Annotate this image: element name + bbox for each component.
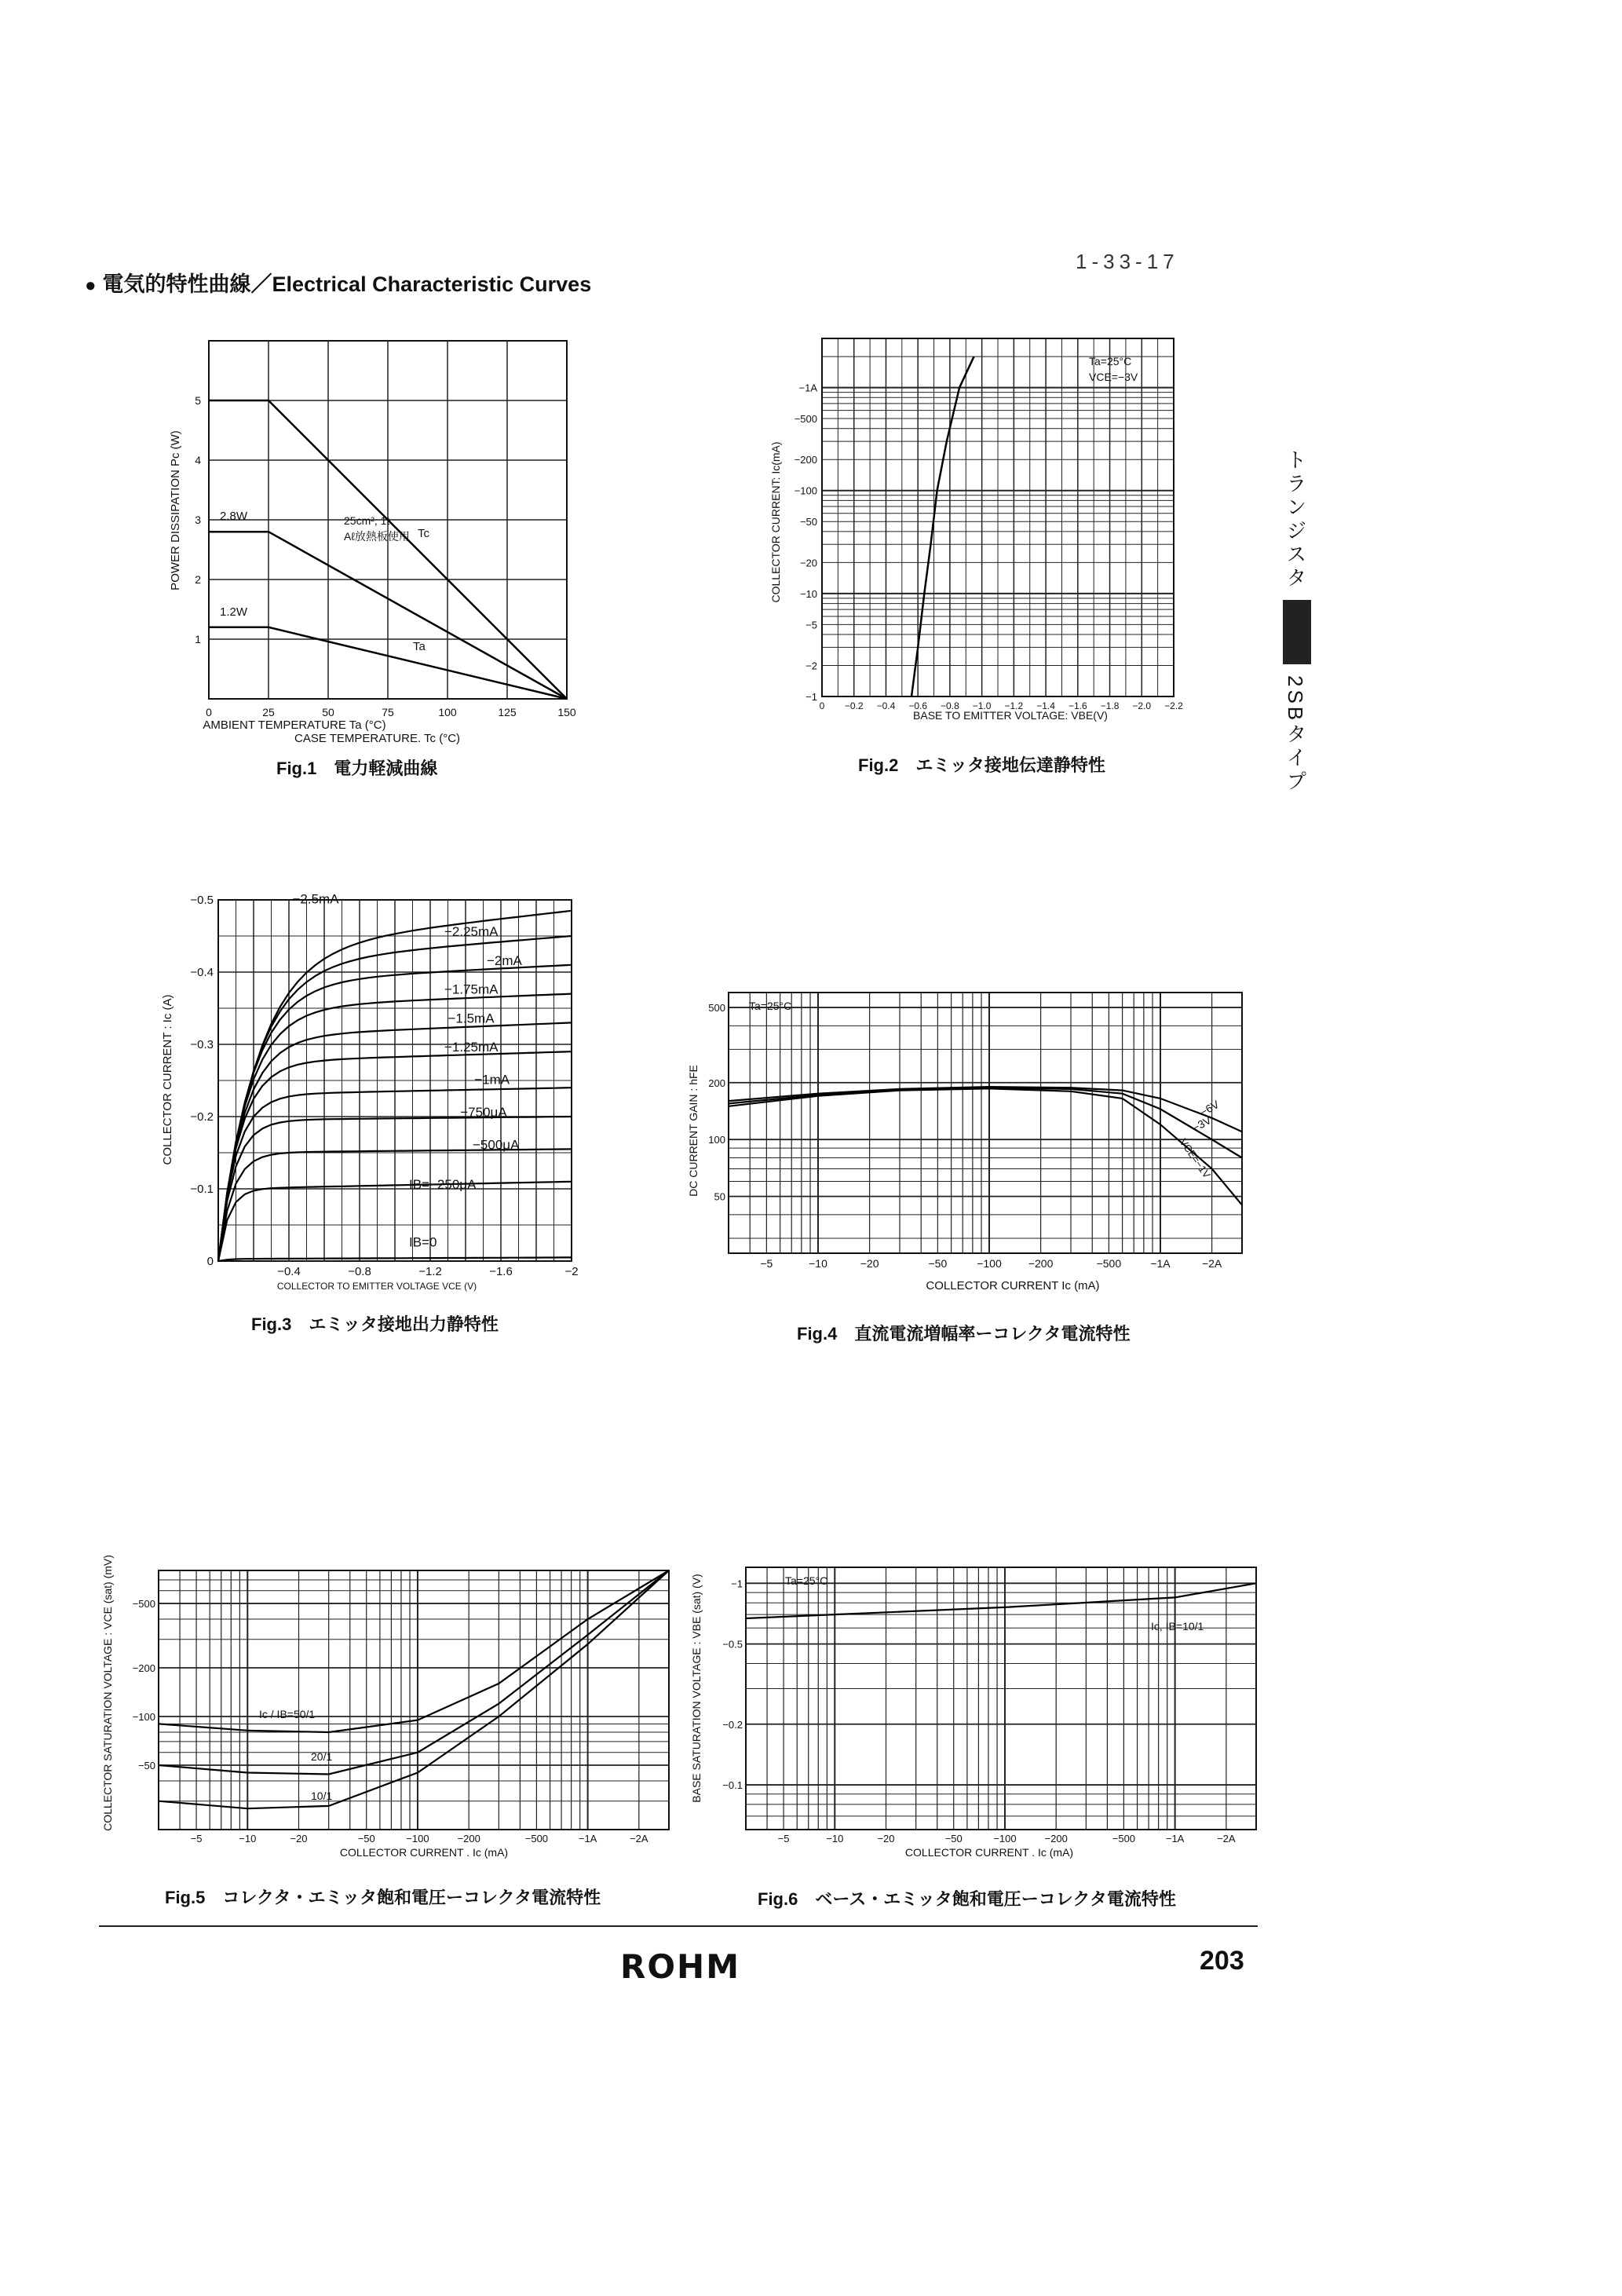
fig4-caption: Fig.4 直流電流増幅率ーコレクタ電流特性 — [797, 1324, 1131, 1344]
fig3-curve-label: −500μA — [473, 1137, 520, 1153]
fig6-curves — [746, 1583, 1256, 1618]
fig1-chart — [157, 330, 597, 738]
fig3-curve-label: −2mA — [487, 952, 522, 968]
fig6-series-line — [746, 1583, 1256, 1618]
fig2-y-tick-label: −1A — [798, 382, 817, 394]
fig2-x-tick-label: −1.4 — [1036, 700, 1055, 711]
fig1-ticks — [195, 394, 576, 718]
fig2-x-tick-label: −1.6 — [1068, 700, 1087, 711]
fig6-ta-annotation: Ta=25°C — [785, 1574, 828, 1587]
fig5-x-tick-label: −1A — [578, 1833, 597, 1844]
fig2-ticks — [795, 382, 1183, 711]
section-heading: 電気的特性曲線／Electrical Characteristic Curves — [102, 272, 592, 296]
fig4-y-tick-label: 100 — [708, 1134, 725, 1146]
fig1-y-tick-label: 3 — [195, 514, 201, 526]
fig2-x-tick-label: −0.2 — [844, 700, 864, 711]
fig1-x-tick-label: 50 — [322, 706, 334, 718]
fig5-y-tick-label: −50 — [137, 1760, 155, 1772]
fig3-curve-label: −1.5mA — [448, 1011, 495, 1026]
fig3-curve-label: −1mA — [474, 1072, 510, 1088]
fig5-label-50-1: Ic / IB=50/1 — [259, 1708, 316, 1720]
fig5-label-20-1: 20/1 — [311, 1750, 333, 1763]
fig5-frame — [159, 1570, 669, 1830]
fig1-x-tick-label: 75 — [382, 706, 394, 718]
fig6-x-tick-label: −2A — [1217, 1833, 1236, 1844]
fig5-y-tick-label: −200 — [132, 1662, 155, 1675]
fig4-series-line — [729, 1087, 1242, 1132]
fig6-x-tick-label: −200 — [1044, 1833, 1068, 1844]
fig3-y-tick-label: −0.5 — [190, 894, 214, 907]
fig5-series-line — [159, 1570, 669, 1775]
brand-logo: ROHM — [620, 1947, 740, 1986]
fig6-x-tick-label: −1A — [1165, 1833, 1185, 1844]
fig2-y-tick-label: −2 — [806, 660, 817, 672]
fig5-label-10-1: 10/1 — [311, 1790, 333, 1802]
fig6-x-tick-label: −10 — [826, 1833, 844, 1844]
fig4-ta-annotation: Ta=25°C — [749, 1000, 792, 1012]
fig4-x-tick-label: −100 — [977, 1257, 1002, 1270]
fig6-y-tick-label: −0.1 — [722, 1779, 743, 1792]
fig2-x-tick-label: −1.8 — [1100, 700, 1120, 711]
fig4-x-tick-label: −500 — [1096, 1257, 1122, 1270]
fig1-y-tick-label: 2 — [195, 573, 201, 586]
fig6-chart — [683, 1523, 1264, 1900]
fig2-y-tick-label: −100 — [794, 484, 817, 497]
fig4-label-3v: −3V — [1189, 1113, 1214, 1135]
side-index-tab — [1281, 449, 1313, 794]
fig6-x-tick-label: −500 — [1112, 1833, 1136, 1844]
side-tab-type: 2SBタイプ — [1284, 675, 1307, 795]
fig1-x-axis-label: AMBIENT TEMPERATURE Ta (°C) — [203, 718, 386, 732]
fig2-y-tick-label: −50 — [799, 516, 817, 528]
fig4-x-tick-label: −5 — [760, 1257, 773, 1270]
fig3-y-tick-label: −0.4 — [190, 966, 214, 979]
fig1-2.8w-label: 2.8W — [220, 510, 248, 523]
fig6-x-tick-label: −100 — [993, 1833, 1017, 1844]
fig3-x-axis-label: COLLECTOR TO EMITTER VOLTAGE VCE (V) — [276, 1281, 477, 1292]
fig5-x-tick-label: −50 — [357, 1833, 375, 1844]
fig3-curve-label: −750μA — [460, 1105, 507, 1120]
fig4-x-tick-label: −1A — [1150, 1257, 1171, 1270]
fig5-x-tick-label: −500 — [524, 1833, 549, 1844]
fig3-curve-label: IB=0 — [409, 1234, 437, 1250]
fig5-curves — [159, 1570, 669, 1808]
side-tab-category: トランジスタ — [1284, 449, 1307, 590]
fig5-x-tick-label: −2A — [630, 1833, 648, 1844]
fig3-curve-label: −1.25mA — [444, 1040, 499, 1055]
fig2-y-tick-label: −200 — [794, 454, 817, 466]
fig1-y-tick-label: 4 — [195, 454, 201, 466]
fig4-ticks — [708, 1002, 1222, 1270]
fig5-x-tick-label: −100 — [406, 1833, 429, 1844]
fig2-vce-annotation: VCE=−3V — [1089, 371, 1138, 383]
fig5-x-axis-label: COLLECTOR CURRENT . Ic (mA) — [339, 1846, 509, 1859]
fig1-y-tick-label: 1 — [195, 633, 201, 645]
fig6-x-tick-label: −20 — [877, 1833, 895, 1844]
fig5-y-tick-label: −100 — [132, 1711, 155, 1724]
fig6-y-tick-label: −0.2 — [722, 1718, 743, 1731]
fig2-x-tick-label: −0.8 — [941, 700, 959, 711]
fig3-curve-label: IB=−250μA — [409, 1177, 477, 1192]
fig2-caption: Fig.2 エミッタ接地伝達静特性 — [858, 755, 1105, 775]
fig6-x-tick-label: −5 — [777, 1833, 790, 1844]
fig2-y-tick-label: −5 — [806, 619, 817, 631]
fig3-curve-label: −2.5mA — [292, 891, 339, 907]
fig2-chart — [765, 326, 1221, 734]
fig2-x-tick-label: −1.2 — [1004, 700, 1024, 711]
fig2-y-tick-label: −500 — [794, 413, 817, 426]
fig6-label-10-1: Ic, IB=10/1 — [1151, 1620, 1204, 1632]
fig3-ticks — [190, 892, 578, 1278]
fig4-x-tick-label: −2A — [1201, 1257, 1222, 1270]
bullet-icon: ● — [85, 275, 97, 296]
page-number: 203 — [1200, 1946, 1244, 1976]
fig4-grid — [729, 993, 1242, 1253]
fig5-x-tick-label: −5 — [190, 1833, 203, 1844]
fig1-al-plate-label-2: Aℓ放熱板使用 — [344, 530, 410, 543]
fig4-label-1v: VCE=−1V — [1177, 1136, 1213, 1181]
fig1-x-axis-label-2: CASE TEMPERATURE. Tc (°C) — [294, 732, 461, 745]
fig2-curves — [911, 356, 974, 696]
fig2-y-axis-label: COLLECTOR CURRENT: Ic(mA) — [769, 441, 782, 603]
fig3-x-tick-label: −1.6 — [489, 1265, 513, 1278]
fig4-label-6v: −6V — [1197, 1098, 1222, 1119]
fig2-y-tick-label: −10 — [799, 587, 817, 600]
fig1-ta-label: Ta — [413, 640, 426, 653]
fig6-x-axis-label: COLLECTOR CURRENT . Ic (mA) — [904, 1846, 1074, 1859]
fig1-y-axis-label: POWER DISSIPATION Pc (W) — [169, 430, 182, 590]
fig5-y-tick-label: −500 — [132, 1598, 155, 1610]
fig3-y-axis-label: COLLECTOR CURRENT : Ic (A) — [161, 994, 174, 1165]
fig3-x-tick-label: −2 — [564, 1265, 579, 1278]
fig5-chart — [94, 1523, 683, 1900]
fig4-x-tick-label: −200 — [1028, 1257, 1054, 1270]
fig2-series-line — [911, 356, 974, 696]
fig4-x-tick-label: −50 — [928, 1257, 948, 1270]
fig3-y-tick-label: −0.2 — [190, 1110, 214, 1124]
fig1-x-tick-label: 100 — [438, 706, 457, 718]
fig3-chart — [157, 887, 597, 1296]
fig5-grid — [159, 1570, 669, 1830]
fig1-tc-label: Tc — [418, 527, 429, 540]
fig5-y-axis-label: COLLECTOR SATURATION VOLTAGE : VCE (sat) (mV) — [101, 1555, 114, 1831]
fig2-x-tick-label: −2.0 — [1132, 700, 1152, 711]
fig3-x-tick-label: −0.8 — [348, 1265, 371, 1278]
fig1-caption: Fig.1 電力軽減曲線 — [276, 759, 438, 778]
side-tab-marker — [1283, 600, 1311, 664]
page-title — [85, 267, 591, 298]
fig5-series-line — [159, 1570, 669, 1732]
fig3-caption: Fig.3 エミッタ接地出力静特性 — [251, 1314, 499, 1334]
fig4-chart — [683, 982, 1264, 1303]
fig5-series-line — [159, 1570, 669, 1808]
fig4-y-tick-label: 50 — [714, 1190, 725, 1203]
fig3-x-tick-label: −1.2 — [418, 1265, 442, 1278]
fig4-frame — [729, 993, 1242, 1253]
footer-divider — [99, 1925, 1258, 1927]
fig2-y-tick-label: −20 — [799, 557, 817, 569]
fig4-y-tick-label: 500 — [708, 1002, 725, 1015]
fig4-y-tick-label: 200 — [708, 1077, 725, 1089]
fig5-x-tick-label: −200 — [457, 1833, 480, 1844]
fig2-x-tick-label: −2.2 — [1164, 700, 1183, 711]
fig1-al-plate-label: 25cm², 1t — [344, 514, 390, 527]
fig6-y-tick-label: −1 — [731, 1578, 743, 1590]
fig2-ta-annotation: Ta=25°C — [1089, 355, 1132, 367]
fig3-y-tick-label: 0 — [206, 1255, 214, 1268]
fig2-x-tick-label: −0.6 — [908, 700, 928, 711]
fig4-y-axis-label: DC CURRENT GAIN : hFE — [687, 1065, 700, 1197]
fig1-x-tick-label: 25 — [262, 706, 275, 718]
fig1-1.2w-label: 1.2W — [220, 605, 248, 619]
fig6-caption: Fig.6 ベース・エミッタ飽和電圧ーコレクタ電流特性 — [758, 1889, 1176, 1909]
fig5-caption: Fig.5 コレクタ・エミッタ飽和電圧ーコレクタ電流特性 — [165, 1888, 601, 1907]
fig2-x-axis-label: BASE TO EMITTER VOLTAGE: VBE(V) — [913, 709, 1108, 722]
fig6-y-axis-label: BASE SATURATION VOLTAGE : VBE (sat) (V) — [690, 1574, 703, 1803]
fig4-x-axis-label: COLLECTOR CURRENT Ic (mA) — [926, 1279, 1100, 1292]
fig3-curve-label: −2.25mA — [444, 924, 499, 939]
fig4-x-tick-label: −10 — [809, 1257, 827, 1270]
fig5-x-tick-label: −20 — [290, 1833, 308, 1844]
fig4-x-tick-label: −20 — [860, 1257, 879, 1270]
fig6-y-tick-label: −0.5 — [722, 1638, 743, 1651]
fig1-x-tick-label: 150 — [557, 706, 576, 718]
fig6-x-tick-label: −50 — [944, 1833, 963, 1844]
fig2-y-tick-label: −1 — [806, 691, 817, 703]
fig2-x-tick-label: −1.0 — [972, 700, 992, 711]
fig2-grid — [822, 338, 1174, 696]
fig4-series-line — [729, 1088, 1242, 1205]
fig1-y-tick-label: 5 — [195, 394, 201, 407]
fig1-x-tick-label: 125 — [498, 706, 517, 718]
fig3-y-tick-label: −0.1 — [190, 1183, 214, 1196]
fig1-x-tick-label: 0 — [206, 706, 212, 718]
fig2-x-tick-label: −0.4 — [876, 700, 896, 711]
fig3-x-tick-label: −0.4 — [277, 1265, 301, 1278]
fig2-x-tick-label: 0 — [819, 700, 825, 711]
fig3-curve-label: −1.75mA — [444, 982, 499, 997]
document-code: 1-33-17 — [1076, 250, 1179, 273]
fig5-x-tick-label: −10 — [239, 1833, 257, 1844]
fig4-curves — [729, 1087, 1242, 1205]
fig3-y-tick-label: −0.3 — [190, 1038, 214, 1051]
